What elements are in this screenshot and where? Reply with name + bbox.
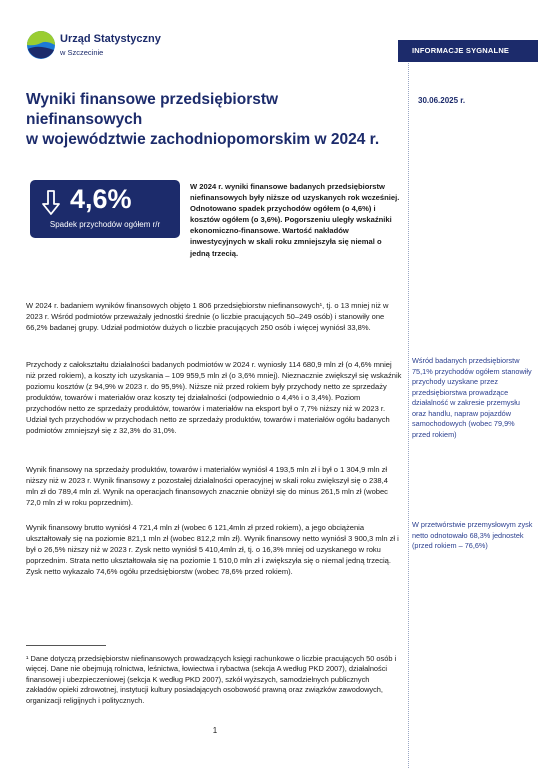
kpi-value: 4,6%: [70, 184, 132, 214]
title-line-1: Wyniki finansowe przedsiębiorstw niefinansowych: [26, 91, 279, 128]
publication-date: 30.06.2025 r.: [418, 96, 466, 105]
kpi-label: Spadek przychodów ogółem r/r: [49, 220, 161, 229]
sidebar-divider: [408, 60, 409, 768]
logo-title: Urząd Statystyczny: [60, 33, 161, 45]
paragraph-4: Wynik finansowy brutto wyniósł 4 721,4 mln zł (wobec 6 121,4mln zł przed rokiem), a jego obciążenia ukształtowały się na poziomie 821,1 mln zł (wobec 812,2 mln zł). Wynik finansowy netto wyniósł 3 900,3 mln zł i był o 26,5% niższy niż w 2023 r. Zysk netto wyniósł 5 410,4mln zł, tj. o 16,3% mniej od uzyskanego w roku poprzednim. Strata netto ukształtowała się na poziomie 1 510,0 mln zł i zwiększyła się o niemal jedną trzecią. Zysk netto wykazało 74,6% ogółu przedsiębiorstw (wobec 78,6% przed rokiem).: [26, 523, 399, 577]
footnote: ¹ Dane dotyczą przedsiębiorstw niefinansowych prowadzących księgi rachunkowe o liczbie pracujących 50 osób i więcej. Dane nie obejmują rolnictwa, leśnictwa, łowiectwa i rybactwa (sekcja A według PKD 2007), działalności finansowej i ubezpieczeniowej (sekcja K według PKD 2007), szkół wyższych, samodzielnych publicznych zakładów opieki zdrowotnej, instytucji kultury posiadających osobowość prawną oraz związków zawodowych, organizacji religijnych i politycznych.: [26, 654, 397, 705]
paragraph-1: W 2024 r. badaniem wyników finansowych objęto 1 806 przedsiębiorstw niefinansowych¹, tj. o 13 mniej niż w 2023 r. Wśród podmiotów przeważały jednostki średnie (o liczbie pracujących 50–249 osób) i stanowiły one 66,2% badanej grupy. Udział podmiotów dużych o liczbie pracujących 250 osób i więcej wyniósł 33,8%.: [26, 301, 389, 333]
logo-subtitle: w Szczecinie: [60, 48, 104, 57]
title-line-2: w województwie zachodniopomorskim w 2024 r.: [26, 131, 380, 148]
paragraph-2: Przychody z całokształtu działalności badanych podmiotów w 2024 r. wyniosły 114 680,9 mln zł (o 4,6% mniej niż przed rokiem), a koszty ich uzyskania – 109 959,5 mln zł (o 3,6% mniej). Nieznacznie zwiększył się wskaźnik poziomu kosztów (z 94,9% w 2023 r. do 95,9%). Niższe niż przed rokiem były przychody netto ze sprzedaży produktów, towarów i materiałów oraz koszty tej działalności (odpowiednio o 4,4% i o 3,4%). Poziom przychodów netto ze sprzedaży produktów, towarów i materiałów na eksport był o 7,7% niższy niż w 2023 r. Udział tych przychodów w przychodach netto ze sprzedaży produktów, towarów i materiałów ogółu badanych podmiotów zmniejszył się z 32,3% do 31,0%.: [26, 360, 402, 436]
side-note-2: W przetwórstwie przemysłowym zysk netto odnotowało 68,3% jednostek (przed rokiem – 76,6%): [412, 520, 533, 550]
arrow-down-icon: [41, 190, 61, 216]
kpi-box: [30, 180, 180, 238]
side-note-1: Wśród badanych przedsiębiorstw 75,1% przychodów ogółem stanowiły przychody uzyskane przez przedsiębiorstwa prowadzące działalność w zakresie przemysłu oraz handlu, napraw pojazdów samochodowych (wobec 79,9% przed rokiem): [412, 356, 532, 439]
paragraph-3: Wynik finansowy na sprzedaży produktów, towarów i materiałów wyniósł 4 193,5 mln zł i był o 1 304,9 mln zł niższy niż w 2023 r. Wynik finansowy z pozostałej działalności operacyjnej w skali roku zwiększył się o 238,4 mln zł do 789,4 mln zł. Wynik na operacjach finansowych znacznie obniżył się do minus 261,5 mln zł (wobec 72,0 mln zł w roku poprzednim).: [26, 465, 388, 508]
footnote-divider: [26, 645, 106, 646]
lead-summary: W 2024 r. wyniki finansowe badanych przedsiębiorstw niefinansowych były niższe od uzyskanych rok wcześniej. Odnotowano spadek przychodów ogółem (o 4,6%) i kosztów ogółem (o 3,6%). Pogorszeniu uległy wskaźniki ekonomiczno-finansowe. Wartość nakładów inwestycyjnych w skali roku zmniejszyła się niemal o jedną trzecią.: [190, 182, 400, 258]
gus-logo-icon: [26, 30, 56, 60]
page-title: [26, 90, 396, 150]
publication-type-badge: INFORMACJE SYGNALNE: [398, 40, 538, 62]
page-number: 1: [212, 726, 218, 735]
